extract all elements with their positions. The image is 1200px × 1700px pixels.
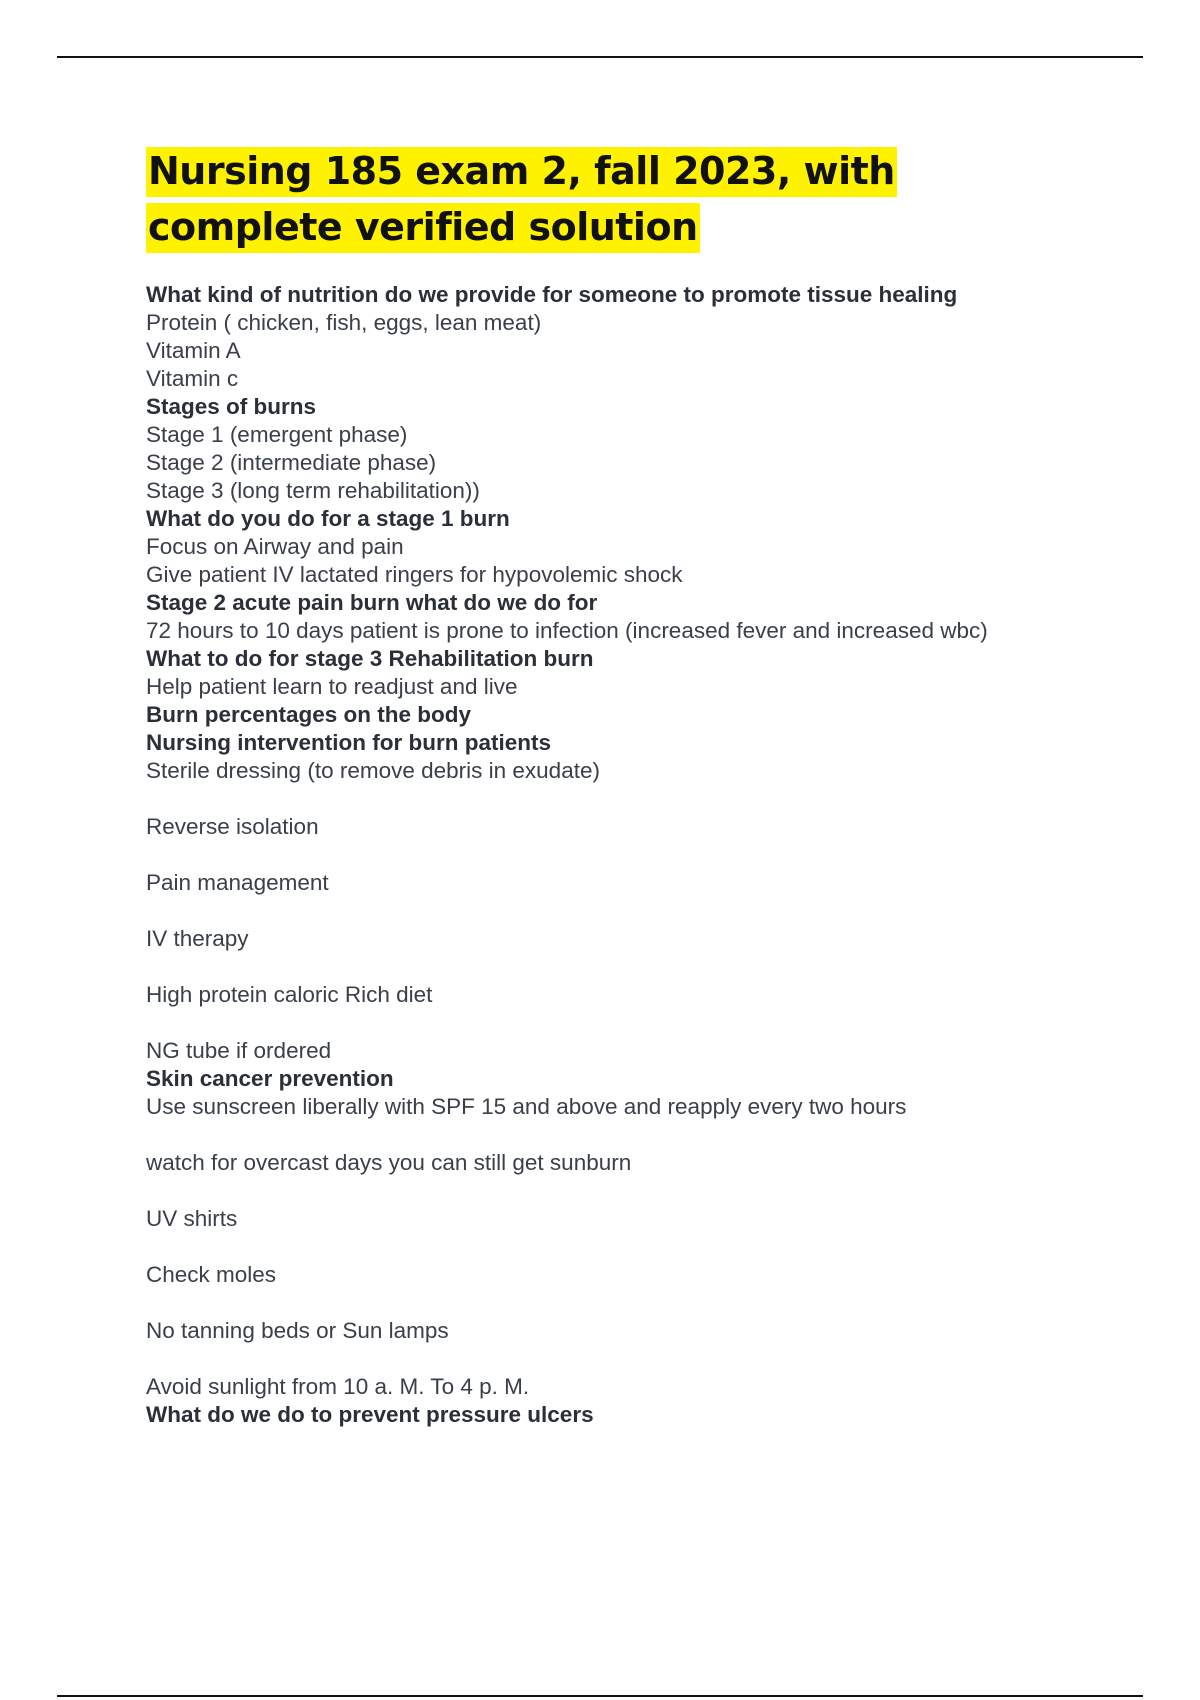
answer-line: Vitamin A [146, 338, 241, 363]
answer-line: 72 hours to 10 days patient is prone to infection (increased fever and increased wbc) [146, 618, 988, 643]
answer-line: Avoid sunlight from 10 a. M. To 4 p. M. [146, 1374, 530, 1399]
question-tissue-healing: What kind of nutrition do we provide for someone to promote tissue healing [146, 282, 958, 307]
question-stage-2-burn: Stage 2 acute pain burn what do we do for [146, 590, 598, 615]
answer-line: Stage 2 (intermediate phase) [146, 450, 437, 475]
answer-line: Stage 1 (emergent phase) [146, 422, 408, 447]
question-nursing-intervention: Nursing intervention for burn patients [146, 730, 552, 755]
answer-line: UV shirts [146, 1206, 238, 1231]
spacer [146, 953, 1146, 981]
answer-line: watch for overcast days you can still get sunburn [146, 1150, 632, 1175]
answer-line: Stage 3 (long term rehabilitation)) [146, 478, 480, 503]
question-pressure-ulcers: What do we do to prevent pressure ulcers [146, 1402, 594, 1427]
answer-line: Reverse isolation [146, 814, 319, 839]
answer-line: High protein caloric Rich diet [146, 982, 433, 1007]
spacer [146, 1177, 1146, 1205]
answer-line: Protein ( chicken, fish, eggs, lean meat) [146, 310, 542, 335]
spacer [146, 1289, 1146, 1317]
question-skin-cancer-prevention: Skin cancer prevention [146, 1066, 394, 1091]
question-stage-3-burn: What to do for stage 3 Rehabilitation burn [146, 646, 594, 671]
answer-line: Give patient IV lactated ringers for hypovolemic shock [146, 562, 683, 587]
answer-line: Sterile dressing (to remove debris in exudate) [146, 758, 600, 783]
answer-line: NG tube if ordered [146, 1038, 332, 1063]
spacer [146, 897, 1146, 925]
page-top-rule [57, 56, 1143, 58]
title-highlight: Nursing 185 exam 2, fall 2023, with complete verified solution [146, 147, 897, 253]
answer-line: No tanning beds or Sun lamps [146, 1318, 449, 1343]
answer-line: Use sunscreen liberally with SPF 15 and above and reapply every two hours [146, 1094, 907, 1119]
answer-line: Check moles [146, 1262, 277, 1287]
answer-line: Help patient learn to readjust and live [146, 674, 518, 699]
spacer [146, 1121, 1146, 1149]
spacer [146, 1233, 1146, 1261]
question-stages-of-burns: Stages of burns [146, 394, 317, 419]
page-bottom-rule [57, 1695, 1143, 1697]
document-body [146, 281, 1146, 1429]
spacer [146, 1345, 1146, 1373]
spacer [146, 785, 1146, 813]
document-title [146, 143, 1066, 255]
spacer [146, 841, 1146, 869]
answer-line: Vitamin c [146, 366, 239, 391]
question-stage-1-burn: What do you do for a stage 1 burn [146, 506, 510, 531]
answer-line: IV therapy [146, 926, 249, 951]
question-burn-percentages: Burn percentages on the body [146, 702, 472, 727]
answer-line: Focus on Airway and pain [146, 534, 404, 559]
spacer [146, 1009, 1146, 1037]
answer-line: Pain management [146, 870, 329, 895]
